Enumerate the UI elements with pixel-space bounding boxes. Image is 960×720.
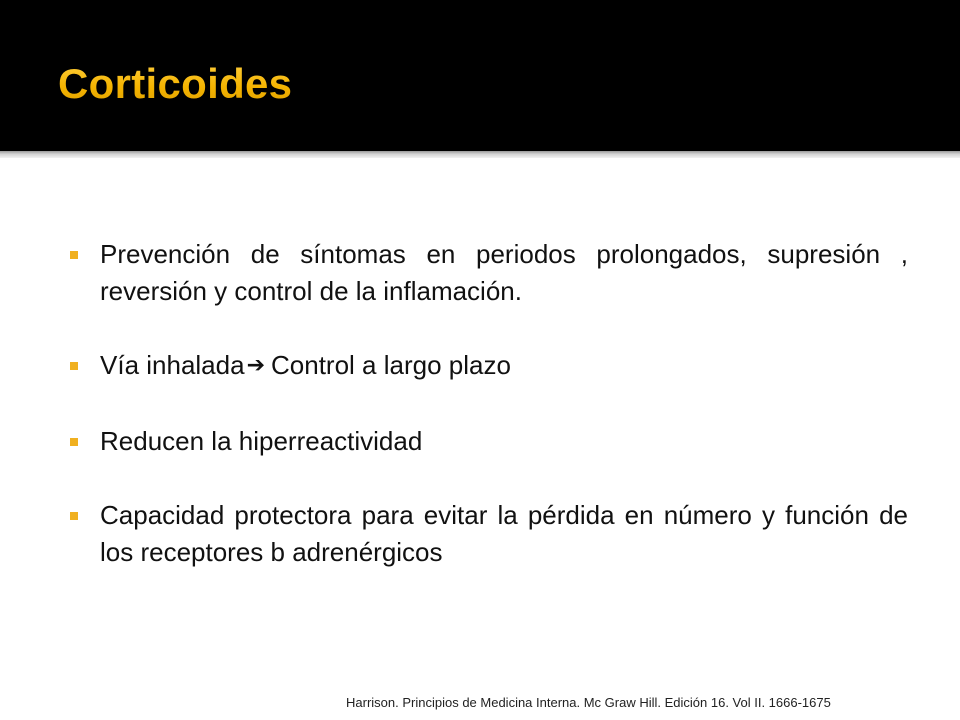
bullet-square-icon [70,362,78,370]
bullet-item [68,497,908,571]
bullet-text-before: Vía inhalada [100,350,245,380]
title-band [0,0,960,151]
bullet-square-icon [70,438,78,446]
bullet-square-icon [70,512,78,520]
bullet-item [68,236,908,310]
bullet-square-icon [70,251,78,259]
bullet-text: Prevención de síntomas en periodos prolongados, supresión , reversión y control de la inflamación. [100,239,908,306]
bullet-text-after: Control a largo plazo [271,350,511,380]
title-divider [0,151,960,158]
citation: Harrison. Principios de Medicina Interna. Mc Graw Hill. Edición 16. Vol II. 1666-1675 [346,695,831,710]
bullet-item [68,347,908,386]
bullet-list [68,236,908,571]
arrow-right-icon: ➔ [246,353,265,378]
bullet-text: Reducen la hiperreactividad [100,426,423,456]
slide-title: Corticoides [58,56,292,112]
bullet-item [68,423,908,460]
bullet-text: Capacidad protectora para evitar la pérdida en número y función de los receptores b adrenérgicos [100,500,908,567]
